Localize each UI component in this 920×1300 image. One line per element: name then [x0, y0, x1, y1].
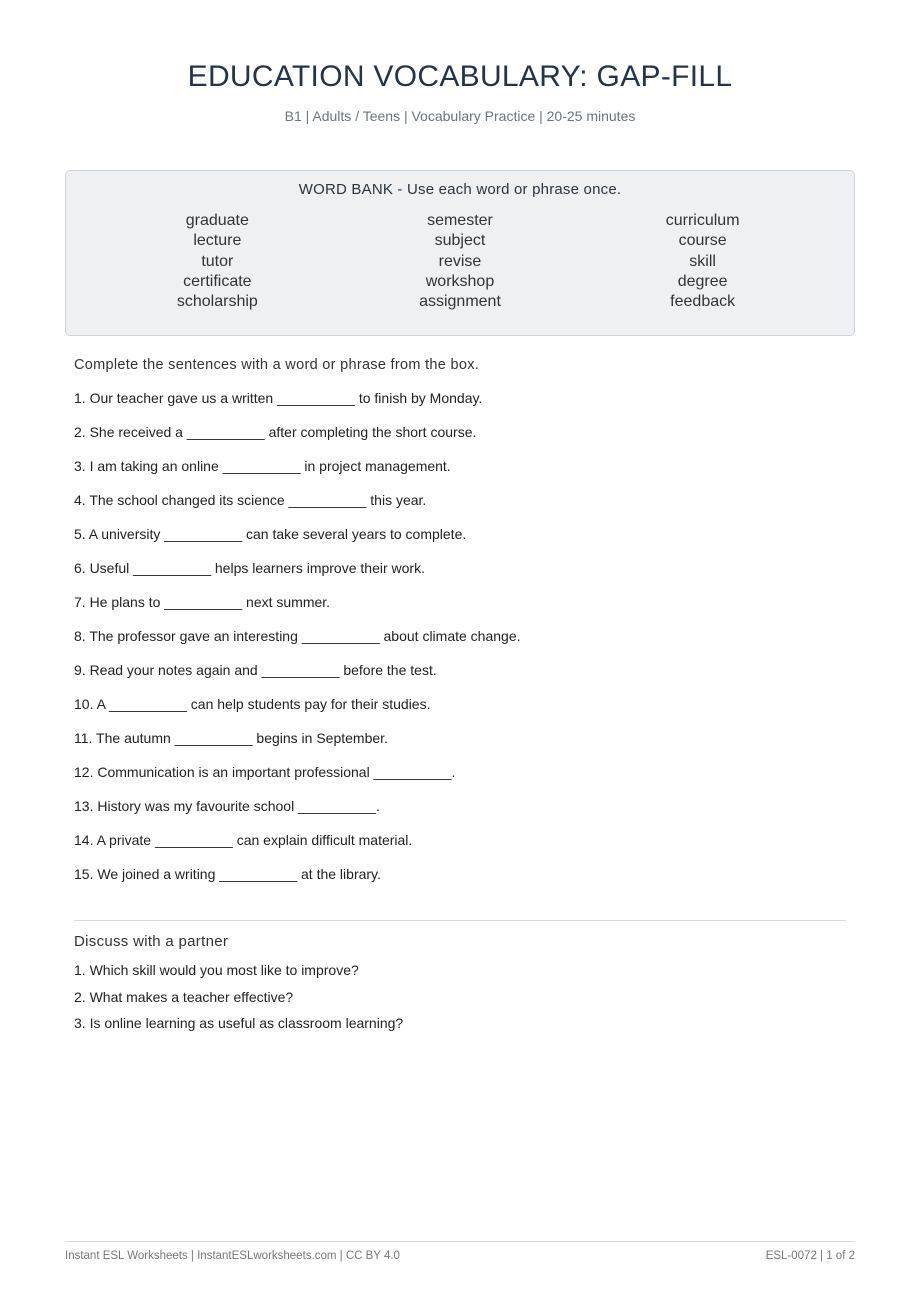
- word-bank-word: skill: [689, 252, 716, 270]
- sentence-list: [74, 389, 854, 899]
- sentence-item: 1. Our teacher gave us a written __________ to finish by Monday.: [74, 390, 483, 406]
- word-bank-word: workshop: [425, 272, 495, 290]
- discussion-title: Discuss with a partner: [74, 933, 229, 950]
- page-title: EDUCATION VOCABULARY: GAP-FILL: [187, 60, 733, 93]
- word-bank-word: lecture: [193, 232, 242, 250]
- word-bank-word: course: [678, 232, 727, 250]
- word-bank-column-3: [603, 211, 803, 312]
- word-bank-title: WORD BANK - Use each word or phrase once.: [298, 181, 622, 198]
- word-bank-word: semester: [427, 212, 493, 229]
- sentence-item: 14. A private __________ can explain difficult material.: [74, 832, 413, 848]
- sentence-item: 10. A __________ can help students pay for their studies.: [74, 696, 431, 712]
- word-bank-word: scholarship: [176, 293, 258, 311]
- footer-credits: Instant ESL Worksheets | InstantESLworksheets.com | CC BY 4.0: [65, 1250, 400, 1262]
- word-bank-word: curriculum: [665, 212, 740, 229]
- word-bank-grid: [66, 211, 854, 312]
- exercise-instructions: Complete the sentences with a word or phrase from the box.: [74, 357, 480, 373]
- sentence-item: 9. Read your notes again and __________ before the test.: [74, 662, 437, 678]
- footer-page-info: ESL-0072 | 1 of 2: [765, 1250, 855, 1262]
- word-bank-word: subject: [434, 232, 486, 250]
- sentence-item: 2. She received a __________ after completing the short course.: [74, 424, 477, 440]
- word-bank-word: certificate: [183, 272, 252, 290]
- word-bank-word: tutor: [201, 252, 234, 270]
- discussion-question: 1. Which skill would you most like to improve?: [74, 962, 359, 978]
- sentence-item: 5. A university __________ can take several years to complete.: [74, 526, 467, 542]
- discussion-question: 2. What makes a teacher effective?: [74, 988, 294, 1005]
- sentence-item: 6. Useful __________ helps learners improve their work.: [74, 560, 425, 576]
- word-bank-word: revise: [438, 252, 482, 270]
- word-bank-column-2: [360, 211, 560, 312]
- footer-divider: [65, 1241, 855, 1242]
- word-bank-word: graduate: [185, 212, 249, 229]
- sentence-item: 12. Communication is an important professional __________.: [74, 764, 456, 780]
- sentence-item: 7. He plans to __________ next summer.: [74, 594, 331, 610]
- sentence-item: 15. We joined a writing __________ at the library.: [74, 866, 381, 882]
- discussion-question: 3. Is online learning as useful as classroom learning?: [74, 1015, 404, 1031]
- section-divider: [74, 920, 846, 921]
- discussion-list: [74, 961, 403, 1041]
- page-subtitle: B1 | Adults / Teens | Vocabulary Practice | 20-25 minutes: [284, 108, 636, 124]
- word-bank-column-1: [117, 211, 317, 312]
- sentence-item: 8. The professor gave an interesting __________ about climate change.: [74, 628, 521, 644]
- sentence-item: 4. The school changed its science __________ this year.: [74, 492, 427, 508]
- word-bank-box: [65, 170, 855, 336]
- sentence-item: 3. I am taking an online __________ in project management.: [74, 458, 451, 474]
- word-bank-word: feedback: [670, 293, 736, 311]
- word-bank-word: degree: [677, 272, 728, 290]
- word-bank-word: assignment: [419, 293, 501, 311]
- sentence-item: 13. History was my favourite school __________.: [74, 798, 380, 814]
- sentence-item: 11. The autumn __________ begins in September.: [74, 730, 388, 746]
